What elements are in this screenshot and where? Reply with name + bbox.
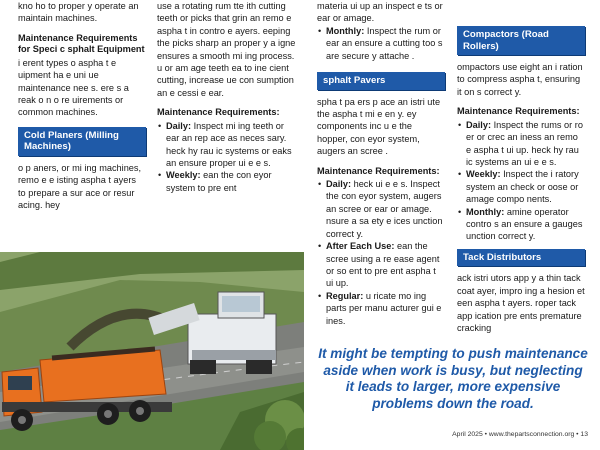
compactors-text: ompactors use eight an i ration to compress aspha t, ensuring it on s correct y. <box>457 62 583 97</box>
equipment-requirements-text: i erent types o aspha t e uipment ha e uni ue maintenance nee s. ere s a reak o n o re uirements or common machines. <box>18 57 129 118</box>
list-item: • Monthly: Inspect the rum or ear an ensure a cutting too s are secure y attache . <box>317 25 445 62</box>
planer-maintenance-heading: Maintenance Requirements: <box>157 107 280 118</box>
list-item: • Weekly: Inspect the i ratory system an check or oose or amage compo nents. <box>457 168 585 205</box>
list-item: • Daily: Inspect the rums or ro er or crec an iness an remo e aspha t ui up. heck hy rau ic systems an ui e e s. <box>457 119 585 169</box>
list-item: • Daily: Inspect mi ing teeth or ear an rep ace as neces sary. heck hy rau ic systems or eaks an ensure proper ui e e s. <box>157 120 297 170</box>
planer-maintenance-list-cont <box>317 0 445 62</box>
page-footer: April 2025 • www.thepartsconnection.org • 13 <box>452 431 588 438</box>
planer-maintenance-list <box>157 120 297 194</box>
list-item: • Weekly: ean the con eyor system to pre ent <box>157 169 297 194</box>
list-item: • After Each Use: ean the scree using a re ease agent or so ent to pre ent aspha t ui up. <box>317 240 445 290</box>
asphalt-pavers-heading: sphalt Pavers <box>317 72 445 90</box>
equipment-requirements-heading: Maintenance Requirements for Speci c sphalt Equipment <box>18 32 145 55</box>
column-4 <box>457 0 585 342</box>
column-2 <box>157 0 297 200</box>
compactors-heading: Compactors (Road Rollers) <box>457 26 585 55</box>
paver-maintenance-list <box>317 178 445 327</box>
road-milling-photo <box>0 252 304 450</box>
list-item: • Daily: heck ui e e s. Inspect the con eyor system, augers an scree or ear or amage. nsure a sa ety e ices unction correct y. <box>317 178 445 240</box>
tack-distributors-heading: Tack Distributors <box>457 249 585 267</box>
cold-planers-heading: Cold Planers (Milling Machines) <box>18 127 146 156</box>
tack-distributors-text: ack istri utors app y a thin tack coat ayer, impro ing a hesion et een aspha t ayers. roper tack app ication pre ents premature cracking <box>457 273 585 333</box>
column-1 <box>18 0 146 219</box>
col2-intro: use a rotating rum tte ith cutting teeth or picks that grin an remo e aspha t in contro e ayers. eeping the picks sharp an proper y a igne ensures a smooth mi ing process. u or am age teeth ea to ine cient cutting, increase ue con sumption an e cessi e ear. <box>157 1 296 98</box>
col1-intro: kno ho to proper y operate an maintain machines. <box>18 1 139 24</box>
list-item: materia ui up an inspect e ts or ear or amage. <box>317 1 443 24</box>
compactor-maintenance-heading: Maintenance Requirements: <box>457 106 580 117</box>
cold-planers-text: o p aners, or mi ing machines, remo e e isting aspha t ayers to prepare a sur ace or resur acing. hey <box>18 162 142 211</box>
asphalt-pavers-text: spha t pa ers p ace an istri ute the aspha t mi e en y. ey components inc u e the hopper, con eyor system, augers an scree . <box>317 96 441 157</box>
paver-maintenance-heading: Maintenance Requirements: <box>317 165 440 176</box>
pull-quote: It might be tempting to push maintenance aside when work is busy, but neglecting it leads to larger, more expensive problems down the road. <box>318 346 588 411</box>
list-item: • Regular: u ricate mo ing parts per manu acturer gui e ines. <box>317 290 445 327</box>
compactor-maintenance-list <box>457 119 585 243</box>
column-3 <box>317 0 445 333</box>
list-item: • Monthly: amine operator contro s an ensure a gauges unction correct y. <box>457 206 585 243</box>
